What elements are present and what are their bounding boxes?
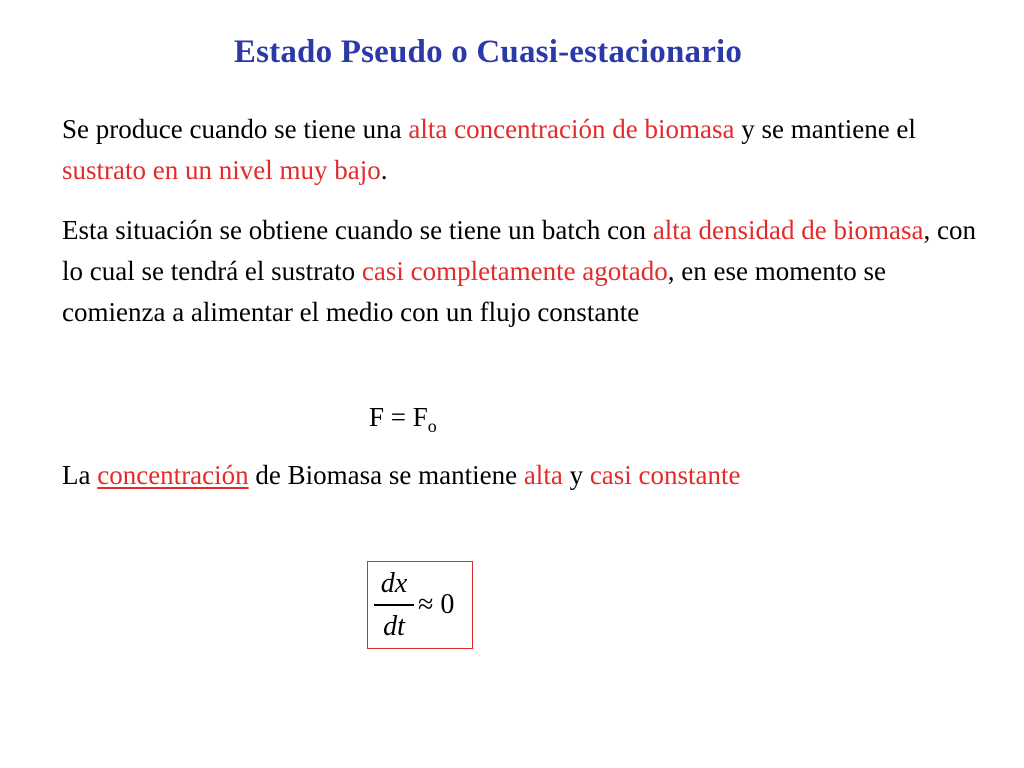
flow-equation — [369, 397, 437, 438]
text-segment: La — [62, 460, 98, 490]
highlight-nearly-constant: casi constante — [589, 460, 741, 490]
highlight-high-biomass: alta concentración de biomasa — [408, 114, 735, 144]
derivative-fraction — [374, 566, 414, 646]
text-segment: y — [562, 460, 590, 490]
derivative-equation-box — [367, 561, 473, 649]
text-segment: Esta situación se obtiene cuando se tiene un batch con — [62, 215, 653, 245]
highlight-depleted: casi completamente agotado — [361, 256, 668, 286]
flow-rhs-subscript: o — [427, 416, 437, 436]
approx-zero: ≈ 0 — [418, 589, 455, 620]
paragraph-definition — [62, 109, 992, 191]
highlight-low-substrate: sustrato en un nivel muy bajo — [62, 155, 381, 185]
highlight-high: alta — [523, 460, 563, 490]
fraction-numerator: dx — [380, 568, 408, 599]
equals-sign: = — [390, 402, 407, 432]
text-segment: , en ese momento se comienza a alimentar el medio con un flujo constante — [62, 256, 886, 327]
flow-lhs: F — [369, 402, 385, 432]
text-segment: y se mantiene el — [734, 114, 916, 144]
paragraph-conclusion — [62, 455, 992, 496]
paragraph-procedure — [62, 210, 992, 333]
text-segment: Se produce cuando se tiene una — [62, 114, 409, 144]
flow-rhs: F — [412, 402, 428, 432]
text-segment: , con lo cual se tendrá el sustrato — [62, 215, 976, 286]
slide-title: Estado Pseudo o Cuasi-estacionario — [233, 34, 743, 70]
highlight-high-density: alta densidad de biomasa — [652, 215, 924, 245]
underlined-concentration: concentración — [97, 460, 249, 490]
fraction-denominator: dt — [383, 610, 405, 642]
text-segment: de Biomasa se mantiene — [248, 460, 524, 490]
fraction-bar — [374, 604, 414, 606]
text-segment: . — [380, 155, 388, 185]
